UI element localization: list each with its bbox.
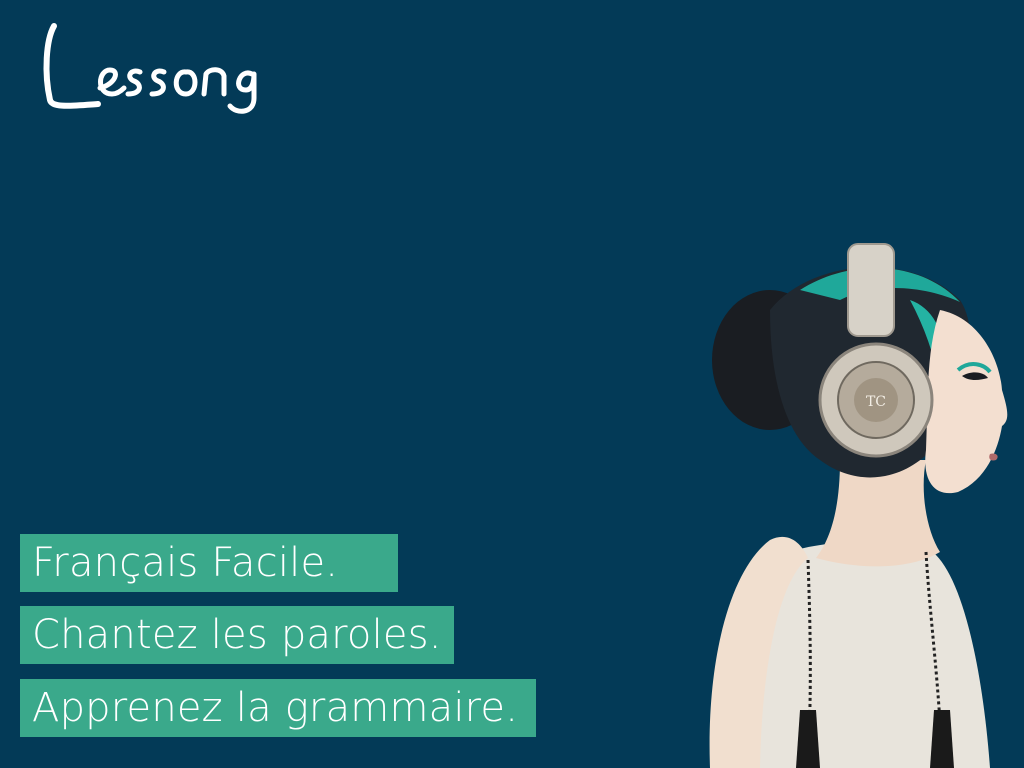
headphone-badge-text: TC [865, 394, 887, 410]
woman-with-headphones-illustration [690, 240, 1024, 768]
lips-shape [989, 453, 997, 460]
tagline-francais-facile: Français Facile. [20, 534, 398, 592]
face-shape [925, 310, 1007, 493]
lessong-logo-svg [40, 18, 270, 118]
tagline-chantez-les-paroles: Chantez les paroles. [20, 606, 454, 664]
tassel-right [930, 710, 954, 768]
tagline-apprenez-la-grammaire: Apprenez la grammaire. [20, 679, 536, 737]
tassel-left [796, 710, 820, 768]
hero-illustration [690, 240, 1024, 768]
brand-logo[interactable] [40, 18, 270, 118]
headphone-band-icon [848, 244, 894, 336]
